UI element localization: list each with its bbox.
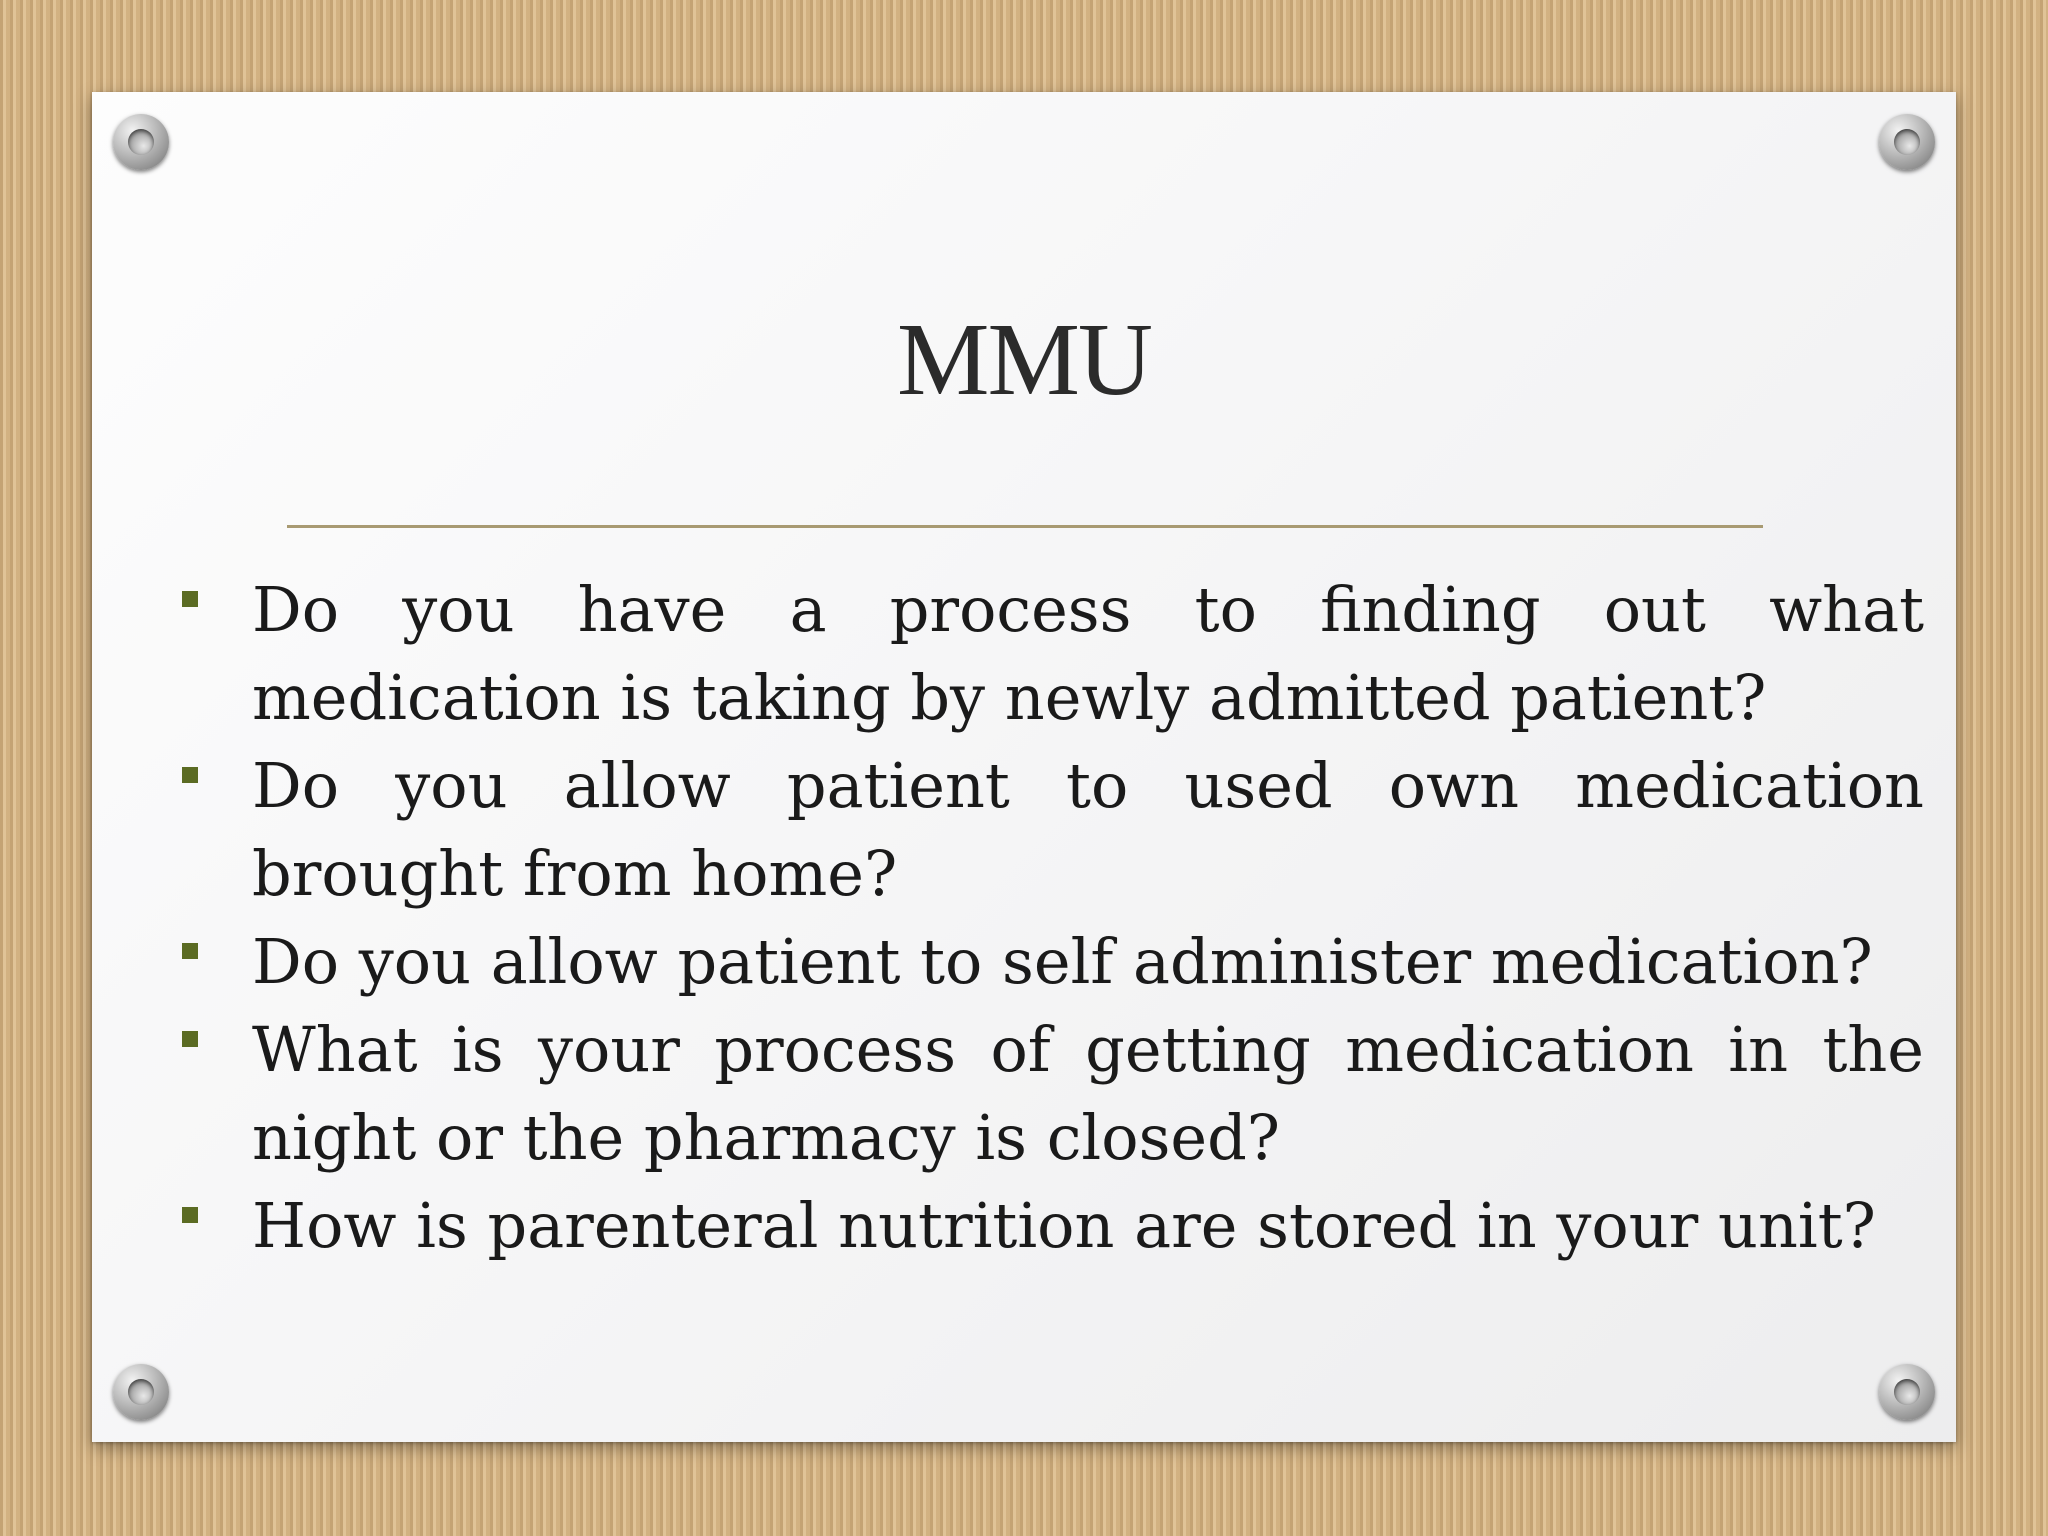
- bullet-text: Do you have a process to finding out what medication is taking by newly admitted patient?: [252, 573, 1924, 734]
- bullet-text: Do you allow patient to used own medication brought from home?: [252, 749, 1924, 910]
- title-divider: [287, 525, 1763, 528]
- square-bullet-icon: [182, 1207, 198, 1223]
- bullet-item: [176, 1182, 1924, 1270]
- bullet-item: [176, 1006, 1924, 1182]
- bullet-item: [176, 918, 1924, 1006]
- bullet-text: Do you allow patient to self administer medication?: [252, 925, 1873, 998]
- grommet-icon: [1879, 1364, 1935, 1420]
- bullet-item: [176, 742, 1924, 918]
- square-bullet-icon: [182, 767, 198, 783]
- slide-title: MMU: [896, 302, 1152, 417]
- grommet-icon: [113, 1364, 169, 1420]
- grommet-icon: [113, 114, 169, 170]
- bullet-text: What is your process of getting medication in the night or the pharmacy is closed?: [252, 1013, 1924, 1174]
- bullet-text: How is parenteral nutrition are stored in your unit?: [252, 1189, 1876, 1262]
- square-bullet-icon: [182, 1031, 198, 1047]
- grommet-icon: [1879, 114, 1935, 170]
- square-bullet-icon: [182, 591, 198, 607]
- bullet-list: [176, 566, 1924, 1270]
- square-bullet-icon: [182, 943, 198, 959]
- bullet-item: [176, 566, 1924, 742]
